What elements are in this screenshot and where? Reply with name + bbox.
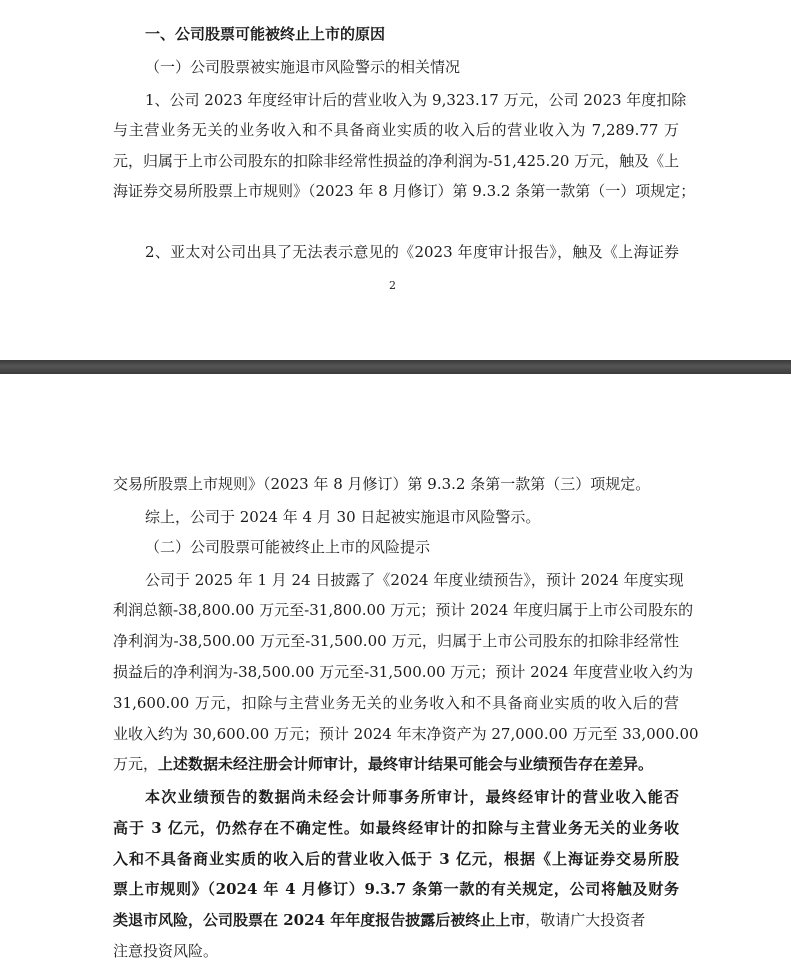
- paragraph-line: 元，归属于上市公司股东的扣除非经常性损益的净利润为-51,425.20 万元，触及《上: [113, 152, 680, 170]
- page-number: 2: [389, 279, 396, 292]
- paragraph-line: [113, 754, 679, 774]
- bold-paragraph-line: 票上市规则》（2024 年 4 月修订）9.3.7 条第一款的有关规定，公司将触及财务: [113, 880, 679, 898]
- paragraph-line: 1、公司 2023 年度经审计后的营业收入为 9,323.17 万元，公司 2023 年度扣除: [145, 91, 687, 109]
- bold-paragraph-line: 入和不具备商业实质的收入后的营业收入低于 3 亿元，根据《上海证券交易所股: [113, 850, 679, 868]
- paragraph-line: 海证券交易所股票上市规则》（2023 年 8 月修订）第 9.3.2 条第一款第（一）项规定；: [113, 182, 696, 200]
- paragraph-line: 净利润为-38,500.00 万元至-31,500.00 万元，归属于上市公司股东的扣除非经常性: [113, 632, 679, 650]
- paragraph-line: 综上，公司于 2024 年 4 月 30 日起被实施退市风险警示。: [145, 508, 541, 526]
- line-text: 万元，: [113, 755, 159, 773]
- bold-text: 类退市风险，公司股票在 2024 年年度报告披露后被终止上市: [113, 911, 526, 929]
- paragraph-line: 注意投资风险。: [113, 942, 219, 960]
- document-page-1: [0, 0, 791, 360]
- paragraph-line: 公司于 2025 年 1 月 24 日披露了《2024 年度业绩预告》，预计 2024 年度实现: [145, 571, 684, 589]
- paragraph-line: 利润总额-38,800.00 万元至-31,800.00 万元；预计 2024 年度归属于上市公司股东的: [113, 601, 694, 619]
- bold-paragraph-line: 本次业绩预告的数据尚未经会计师事务所审计，最终经审计的营业收入能否: [145, 788, 679, 806]
- page-separator: [0, 360, 791, 374]
- paragraph-line: 2、亚太对公司出具了无法表示意见的《2023 年度审计报告》，触及《上海证券: [145, 243, 679, 261]
- document-page-2: [0, 374, 791, 963]
- paragraph-line: 交易所股票上市规则》（2023 年 8 月修订）第 9.3.2 条第一款第（三）项规定。: [113, 475, 651, 493]
- paragraph-line: 损益后的净利润为-38,500.00 万元至-31,500.00 万元；预计 2024 年度营业收入约为: [113, 663, 694, 681]
- bold-text: 上述数据未经注册会计师审计，最终审计结果可能会与业绩预告存在差异。: [158, 755, 654, 773]
- subsection-heading: （一）公司股票被实施退市风险警示的相关情况: [145, 58, 461, 76]
- line-text: ，敬请广大投资者: [525, 911, 646, 929]
- subsection-heading: （二）公司股票可能被终止上市的风险提示: [145, 538, 431, 556]
- paragraph-line: 与主营业务无关的业务收入和不具备商业实质的收入后的营业收入为 7,289.77 万: [113, 121, 679, 139]
- paragraph-line: 31,600.00 万元，扣除与主营业务无关的业务收入和不具备商业实质的收入后的营: [113, 694, 679, 712]
- section-heading: 一、公司股票可能被终止上市的原因: [145, 25, 386, 43]
- bold-paragraph-line: 高于 3 亿元，仍然存在不确定性。如最终经审计的扣除与主营业务无关的业务收: [113, 819, 679, 837]
- paragraph-line: [113, 910, 679, 930]
- paragraph-line: 业收入约为 30,600.00 万元；预计 2024 年末净资产为 27,000.00 万元至 33,000.00: [113, 725, 699, 743]
